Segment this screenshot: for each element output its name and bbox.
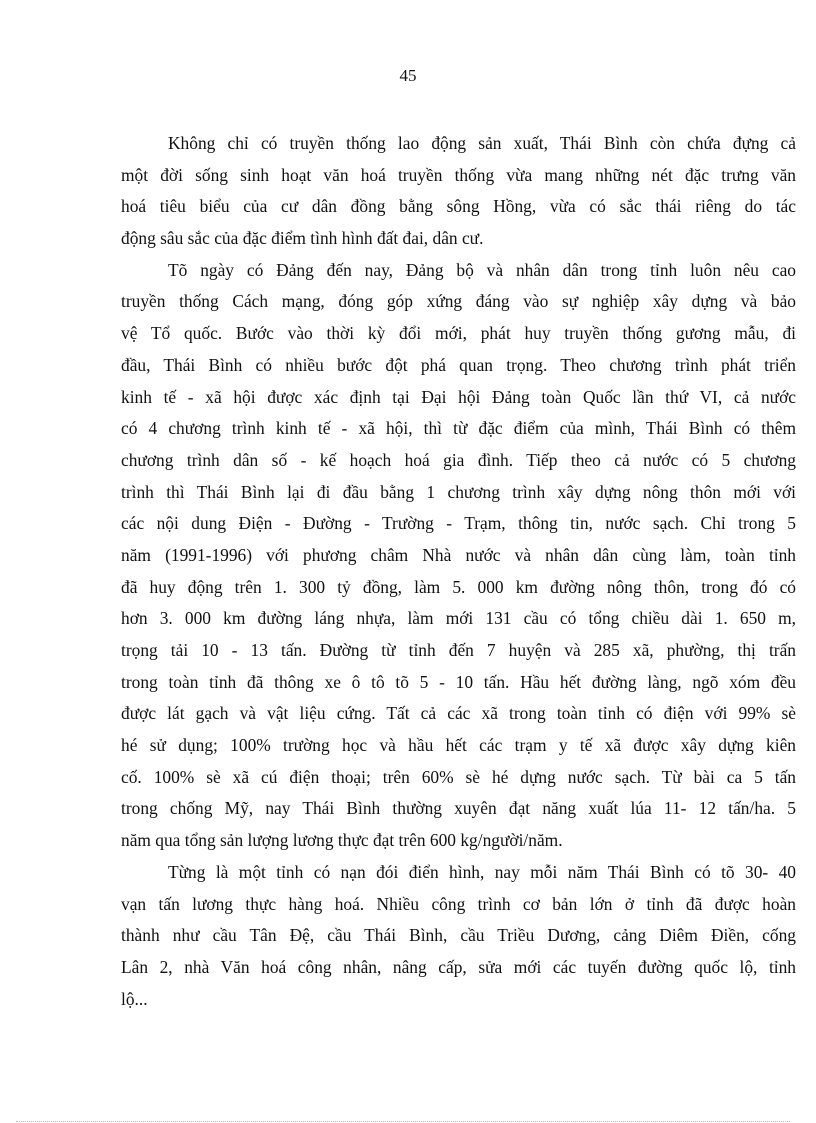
text-line: một đời sống sinh hoạt văn hoá truyền thống vừa mang những nét đặc trưng văn [121,164,796,185]
text-line: thành như cầu Tân Đệ, cầu Thái Bình, cầu Triều Dương, cảng Diêm Điền, cống [121,925,796,946]
text-line: hoá tiêu biểu của cư dân đồng bằng sông Hồng, vừa có sắc thái riêng do tác [121,196,796,217]
text-line: có 4 chương trình kinh tế - xã hội, thì từ đặc điểm của mình, Thái Bình có thêm [121,418,796,439]
text-line: đầu, Thái Bình có nhiều bước đột phá quan trọng. Theo chương trình phát triển [121,354,796,375]
text-line: hé sử dụng; 100% trường học và hầu hết các trạm y tế xã được xây dựng kiên [121,735,796,756]
text-line: trong chống Mỹ, nay Thái Bình thường xuyên đạt năng xuất lúa 11- 12 tấn/ha. 5 [121,798,796,819]
text-line: các nội dung Điện - Đường - Trường - Trạm, thông tin, nước sạch. Chỉ trong 5 [121,513,796,534]
paragraph [121,857,796,1015]
text-line: kinh tế - xã hội được xác định tại Đại hội Đảng toàn Quốc lần thứ VI, cả nước [121,386,796,407]
text-line: được lát gạch và vật liệu cứng. Tất cả các xã trong toàn tỉnh có điện với 99% sè [121,703,796,724]
text-line: vệ Tổ quốc. Bước vào thời kỳ đổi mới, phát huy truyền thống gương mẫu, đi [121,323,796,344]
text-line: Không chỉ có truyền thống lao động sản xuất, Thái Bình còn chứa đựng cả [168,133,796,153]
text-line: năm qua tổng sản lượng lương thực đạt trên 600 kg/người/năm. [121,830,563,851]
text-line: năm (1991-1996) với phương châm Nhà nước và nhân dân cùng làm, toàn tỉnh [121,544,796,565]
text-line: lộ... [121,988,148,1009]
text-line: động sâu sắc của đặc điểm tình hình đất đai, dân cư. [121,228,484,249]
paragraph [121,255,796,857]
text-line: Từng là một tỉnh có nạn đói điển hình, nay mỗi năm Thái Bình có tõ 30- 40 [168,861,796,882]
text-line: chương trình dân số - kế hoạch hoá gia đình. Tiếp theo cả nước có 5 chương [121,449,796,470]
text-line: đã huy động trên 1. 300 tỷ đồng, làm 5. 000 km đường nông thôn, trong đó có [121,576,796,597]
text-line: trong toàn tỉnh đã thông xe ô tô tõ 5 - 10 tấn. Hầu hết đường làng, ngõ xóm đều [121,671,796,692]
paragraph [121,128,796,255]
text-line: trình thì Thái Bình lại đi đầu bằng 1 chương trình xây dựng nông thôn mới với [121,481,796,502]
text-line: cố. 100% sè xã cú điện thoại; trên 60% sè hé dựng nước sạch. Từ bài ca 5 tấn [121,766,796,787]
text-line: truyền thống Cách mạng, đóng góp xứng đáng vào sự nghiệp xây dựng và bảo [121,291,796,312]
text-line: vạn tấn lương thực hàng hoá. Nhiều công trình cơ bản lớn ở tỉnh đã được hoàn [121,893,796,914]
page-number: 45 [399,66,417,85]
document-body [121,128,796,1015]
text-line: Tõ ngày có Đảng đến nay, Đảng bộ và nhân dân trong tỉnh luôn nêu cao [168,259,796,280]
page-border-dotted [16,1121,790,1122]
text-line: hơn 3. 000 km đường láng nhựa, làm mới 131 cầu có tổng chiều dài 1. 650 m, [121,608,796,629]
text-line: trọng tải 10 - 13 tấn. Đường từ tỉnh đến 7 huyện và 285 xã, phường, thị trấn [121,640,796,660]
text-line: Lân 2, nhà Văn hoá công nhân, nâng cấp, sửa mới các tuyến đường quốc lộ, tỉnh [121,956,796,977]
